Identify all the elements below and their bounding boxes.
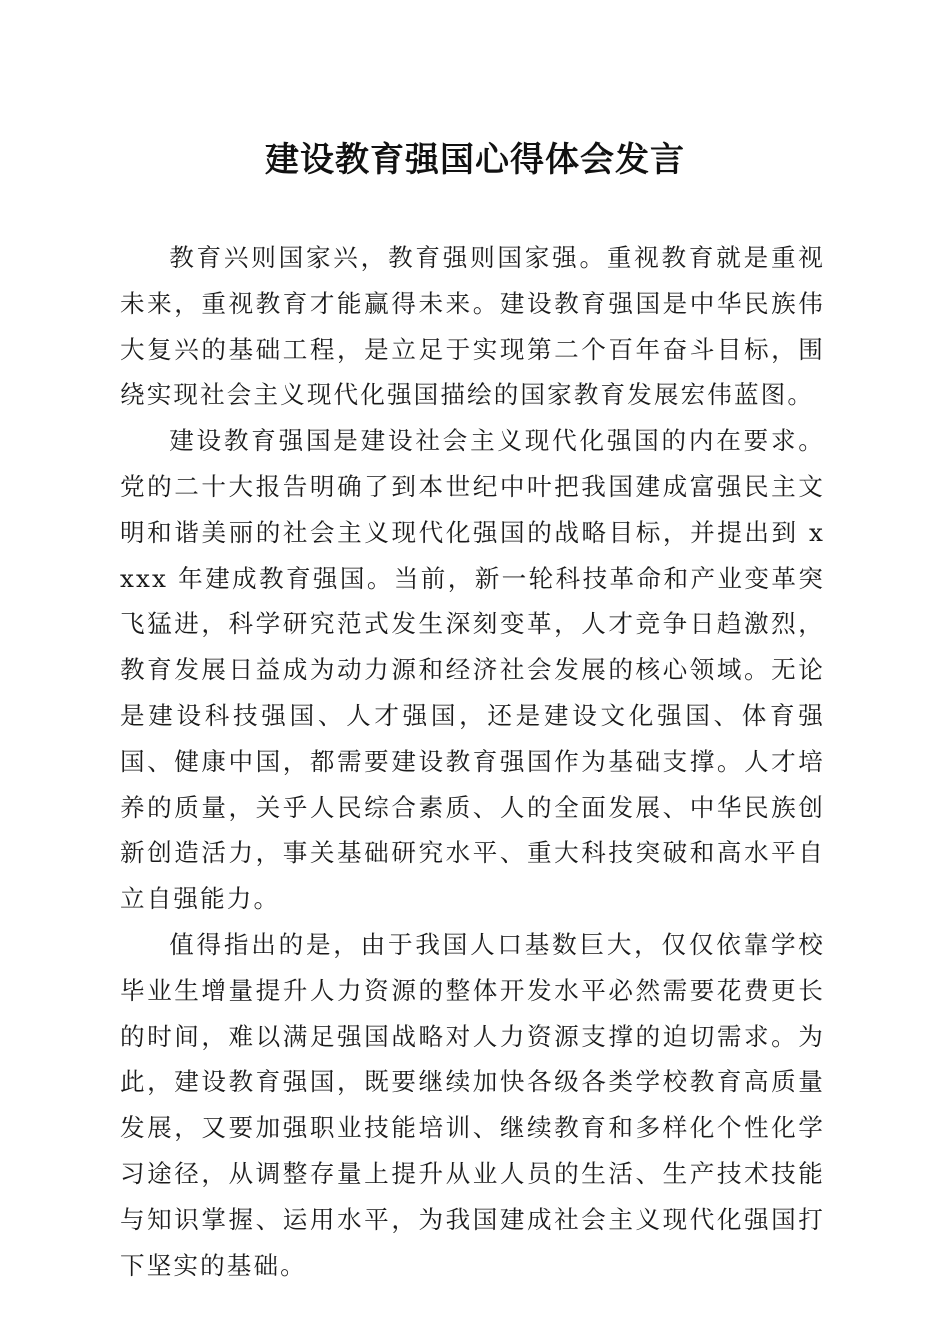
paragraph-3: 值得指出的是，由于我国人口基数巨大，仅仅依靠学校毕业生增量提升人力资源的整体开发水平必然需要花费更长的时间，难以满足强国战略对人力资源支撑的迫切需求。为此，建设教育强国，既要继续加快各级各类学校教育高质量发展，又要加强职业技能培训、继续教育和多样化个性化学习途径，从调整存量上提升从业人员的生活、生产技术技能与知识掌握、运用水平，为我国建成社会主义现代化强国打下坚实的基础。 (120, 929, 825, 1280)
document-title: 建设教育强国心得体会发言 (265, 140, 685, 180)
document-body (120, 235, 825, 1288)
paragraph-2: 建设教育强国是建设社会主义现代化强国的内在要求。党的二十大报告明确了到本世纪中叶把我国建成富强民主文明和谐美丽的社会主义现代化强国的战略目标，并提出到 xxxx 年建成教育强国。当前，新一轮科技革命和产业变革突飞猛进，科学研究范式发生深刻变革，人才竞争日趋激烈，教育发展日益成为动力源和经济社会发展的核心领域。无论是建设科技强国、人才强国，还是建设文化强国、体育强国、健康中国，都需要建设教育强国作为基础支撑。人才培养的质量，关乎人民综合素质、人的全面发展、中华民族创新创造活力，事关基础研究水平、重大科技突破和高水平自立自强能力。 (120, 426, 825, 914)
paragraph-1: 教育兴则国家兴，教育强则国家强。重视教育就是重视未来，重视教育才能赢得未来。建设教育强国是中华民族伟大复兴的基础工程，是立足于实现第二个百年奋斗目标，围绕实现社会主义现代化强国描绘的国家教育发展宏伟蓝图。 (120, 243, 825, 410)
